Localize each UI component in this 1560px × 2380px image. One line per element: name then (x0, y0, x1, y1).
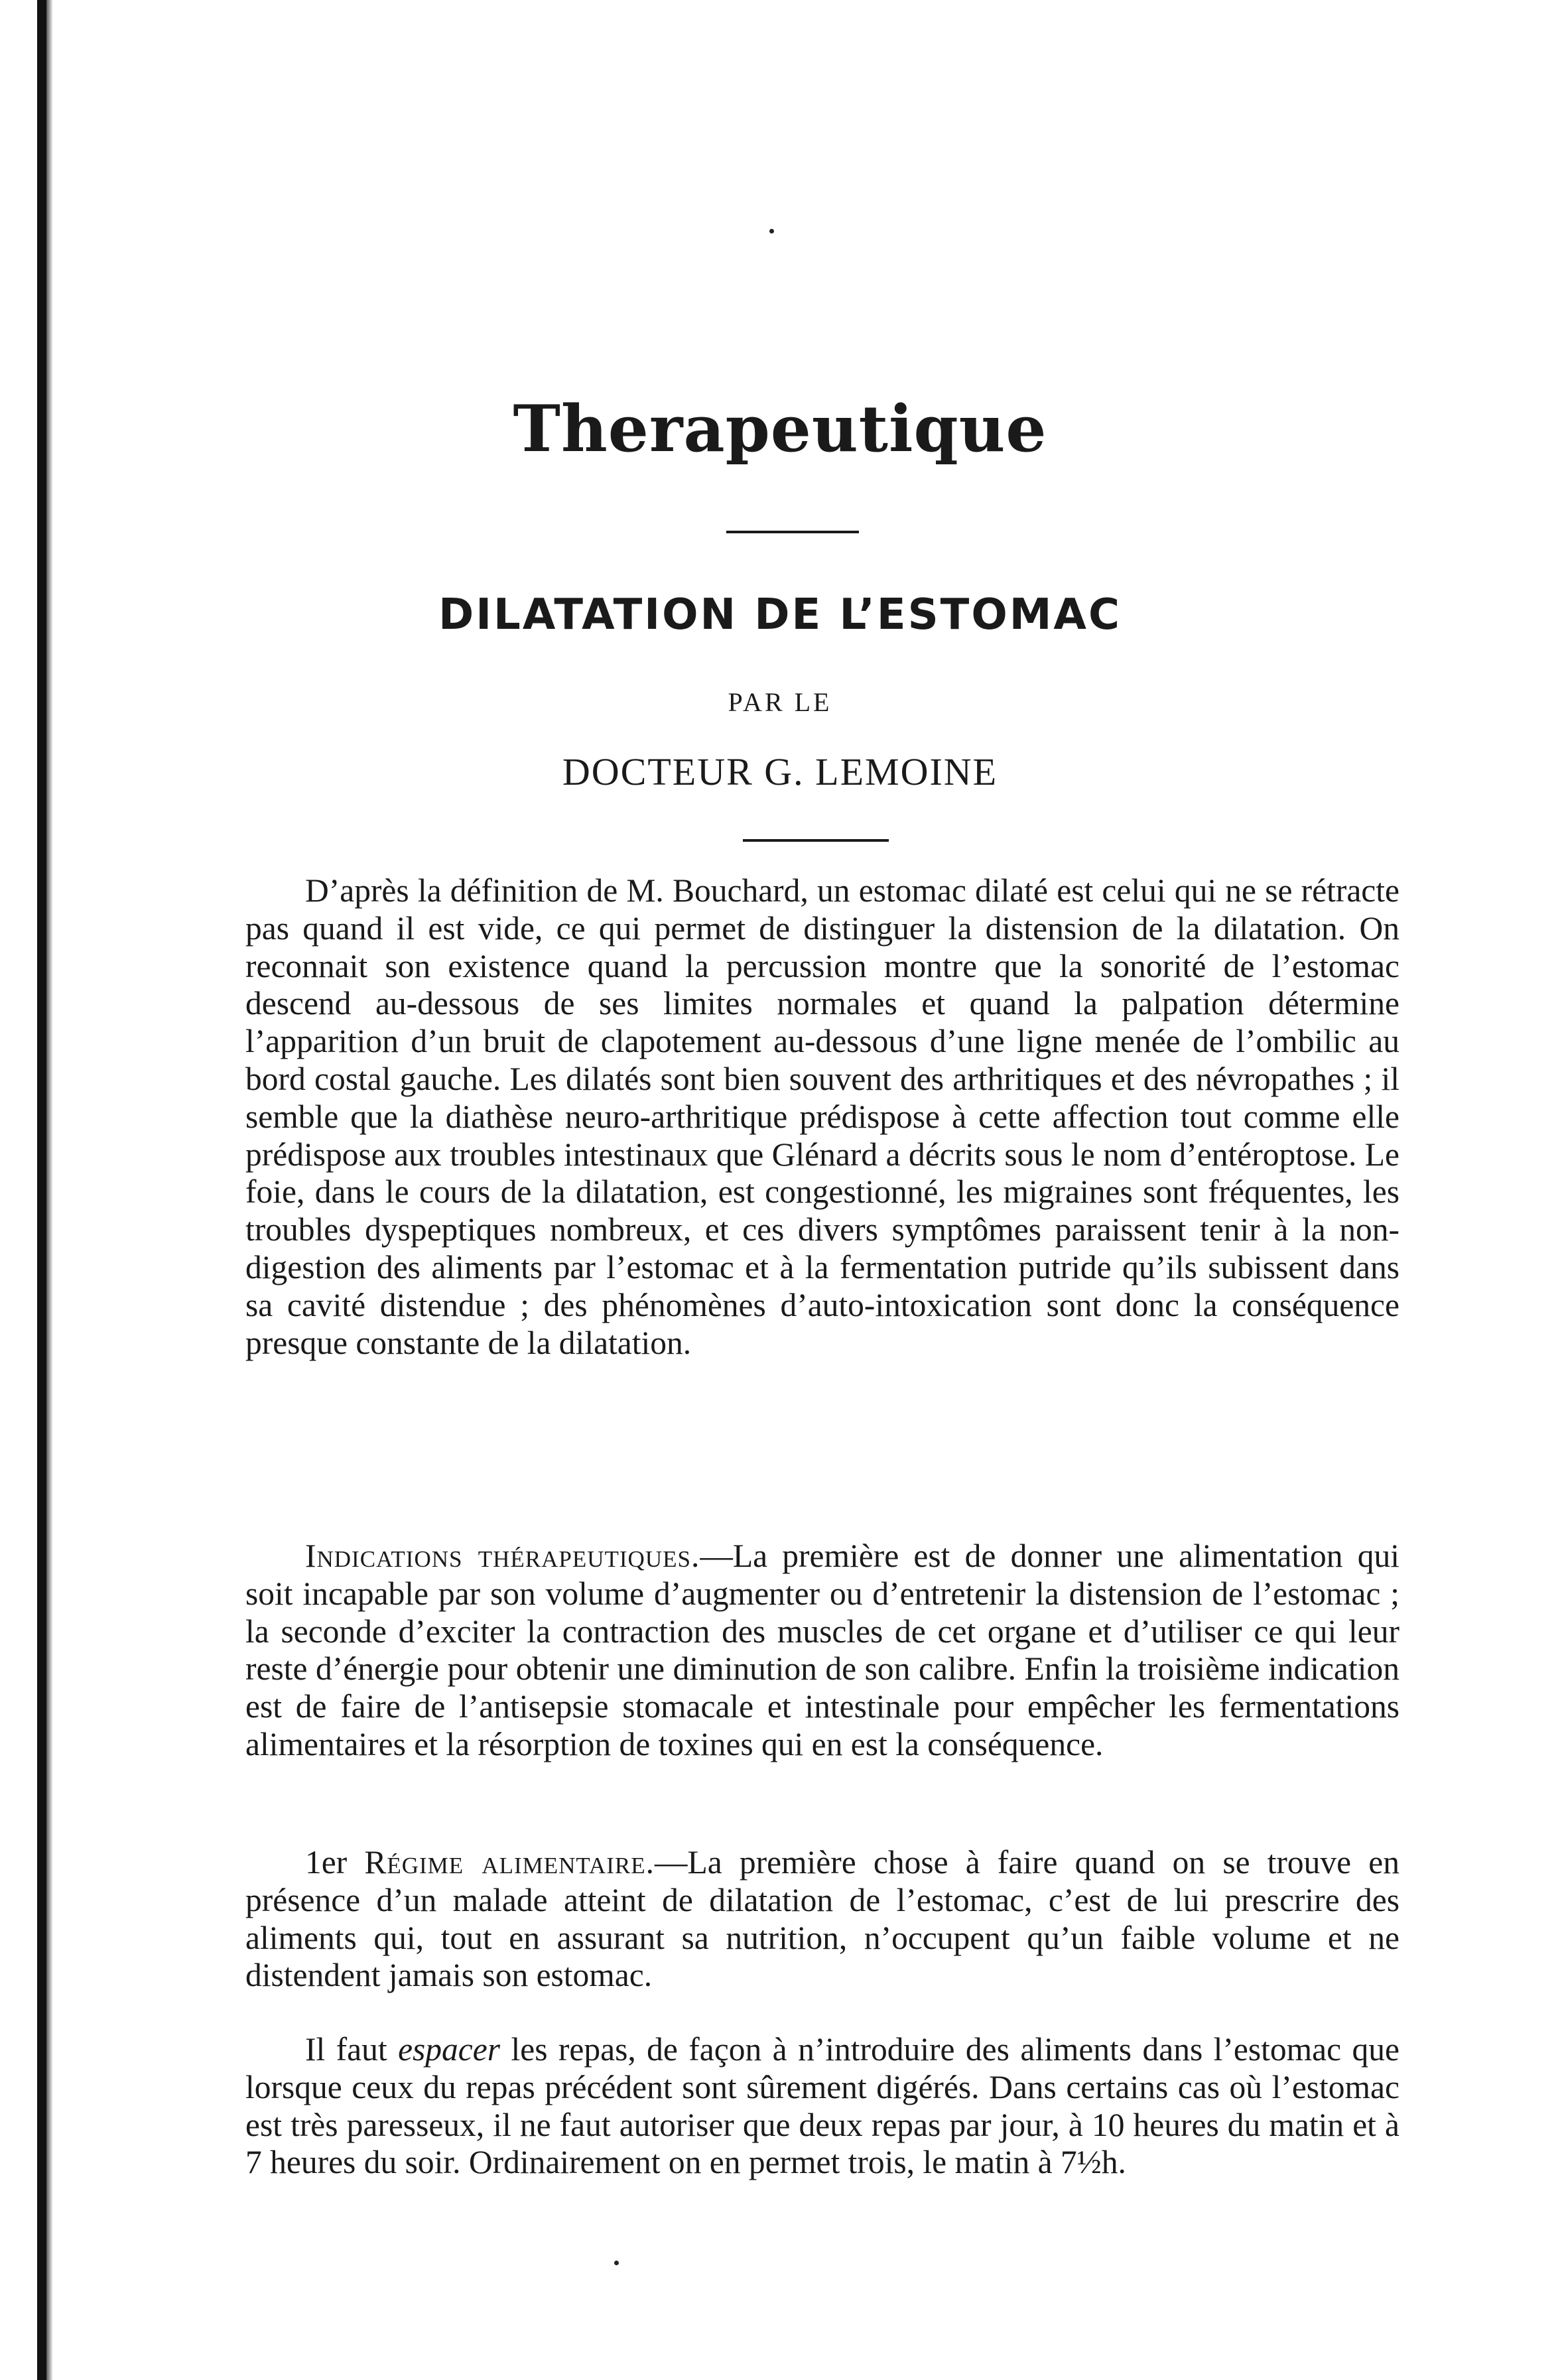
author-name: DOCTEUR G. LEMOINE (562, 750, 998, 793)
byline: PAR LE (728, 687, 832, 717)
paragraph-text: Il faut (305, 2031, 399, 2068)
paragraph-meals (245, 2031, 1399, 2182)
article-title: DILATATION DE L’ESTOMAC (438, 590, 1122, 639)
paragraph-text: —La première est de donner une alimentation qui soit incapable par son volume d’augmenter ou d’entretenir la distension de l’estomac ; la seconde d’exciter la contraction des muscles de cet organe et d’utiliser ce qui leur reste d’énergie pour obtenir une diminution de son calibre. Enfin la troisième indication est de faire de l’antisepsie stomacale et intestinale pour empêcher les fermentations alimentaires et la résorption de toxines qui en est la conséquence. (245, 1538, 1399, 1762)
paragraph-text: D’après la définition de M. Bouchard, un estomac dilaté est celui qui ne se rétracte pas quand il est vide, ce qui permet de distinguer la distension de la dilatation. On reconnait son existence quand la percussion montre que la sonorité de l’estomac descend au-dessous de ses limites normales et quand la palpation détermine l’apparition d’un bruit de clapotement au-dessous d’une ligne menée de l’ombilic au bord costal gauche. Les dilatés sont bien souvent des arthritiques et des névropathes ; il semble que la diathèse neuro-arthritique prédispose à cette affection tout comme elle prédispose aux troubles intestinaux que Glénard a décrits sous le nom d’entéroptose. Le foie, dans le cours de la dilatation, est congestionné, les migraines sont fréquentes, les troubles dyspeptiques nombreux, et ces divers symptômes paraissent tenir à la non-digestion des aliments par l’estomac et à la fermentation putride qu’ils subissent dans sa cavité distendue ; des phénomènes d’auto-intoxication sont donc la conséquence presque constante de la dilatation. (245, 872, 1399, 1361)
ink-speck (769, 229, 774, 233)
section-heading: Régime alimentaire. (364, 1844, 655, 1881)
ink-speck (614, 2261, 619, 2265)
page-binding-shadow (46, 0, 53, 2380)
page-title: Therapeutique (513, 391, 1047, 466)
title-divider (726, 531, 859, 533)
paragraph-text: les repas, de façon à n’introduire des aliments dans l’estomac que lorsque ceux du repas précédent sont sûrement digérés. Dans certains cas où l’estomac est très paresseux, il ne faut autoriser que deux repas par jour, à 10 heures du matin et à 7 heures du soir. Ordinairement on en permet trois, le matin à 7½h. (245, 2031, 1399, 2181)
section-number: 1er (305, 1844, 365, 1881)
author-divider (743, 839, 889, 842)
paragraph-definition (245, 872, 1399, 1362)
paragraph-diet (245, 1844, 1399, 1995)
paragraph-text: —La première chose à faire quand on se trouve en présence d’un malade atteint de dilatation de l’estomac, c’est de lui prescrire des aliments qui, tout en assurant sa nutrition, n’occupent qu’un faible volume et ne distendent jamais son estomac. (245, 1844, 1399, 1994)
paragraph-indications (245, 1538, 1399, 1764)
page-binding-edge (37, 0, 46, 2380)
section-heading: Indications thérapeutiques. (305, 1538, 700, 1574)
emphasized-word: espacer (398, 2031, 501, 2068)
